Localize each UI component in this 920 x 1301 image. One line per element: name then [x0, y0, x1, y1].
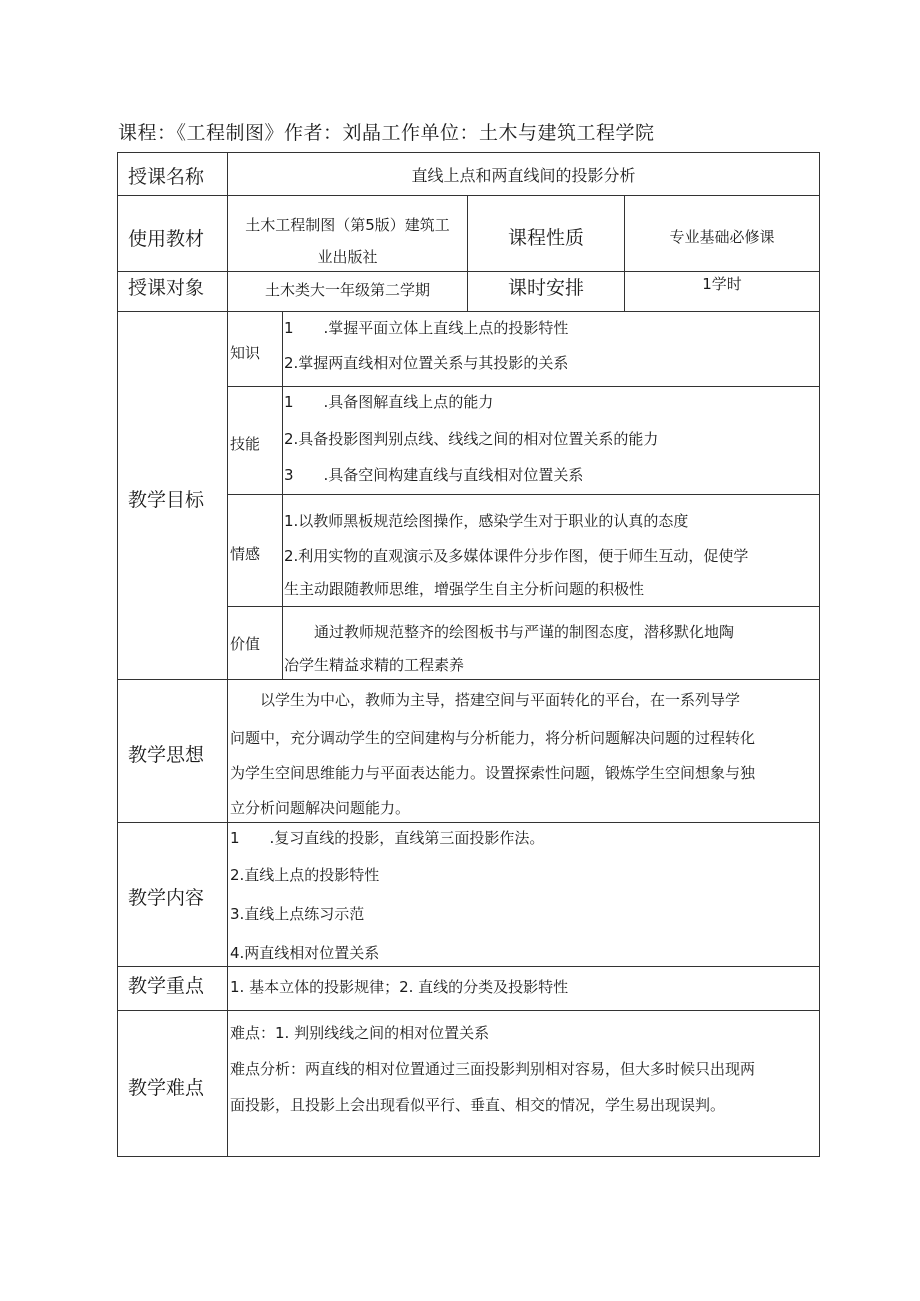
- emotion-item-3: 生主动跟随教师思维，增强学生自主分析问题的积极性: [284, 580, 645, 598]
- textbook-label: 使用教材: [128, 228, 205, 250]
- difficulties-line-3: 面投影，且投影上会出现看似平行、垂直、相交的情况，学生易出现误判。: [230, 1096, 726, 1114]
- emotion-item-2: 2.利用实物的直观演示及多媒体课件分步作图，便于师生互动，促使学: [284, 547, 749, 565]
- value-label: 价值: [230, 635, 261, 653]
- skills-item-1: 1 .具备图解直线上点的能力: [284, 393, 494, 411]
- skills-label: 技能: [230, 435, 261, 453]
- difficulties-label: 教学难点: [128, 1077, 205, 1099]
- skills-item-3: 3 .具备空间构建直线与直线相对位置关系: [284, 466, 584, 484]
- emotion-item-1: 1.以教师黑板规范绘图操作，感染学生对于职业的认真的态度: [284, 512, 689, 530]
- textbook-value-line1: 土木工程制图（第5版）建筑工: [245, 216, 450, 234]
- thought-line-3: 为学生空间思维能力与平面表达能力。设置探索性问题，锻炼学生空间想象与独: [230, 764, 756, 782]
- thought-line-1: 以学生为中心，教师为主导，搭建空间与平面转化的平台，在一系列导学: [230, 691, 741, 709]
- knowledge-item-2: 2.掌握两直线相对位置关系与其投影的关系: [284, 354, 569, 372]
- thought-line-4: 立分析问题解决问题能力。: [230, 799, 411, 817]
- content-item-3: 3.直线上点练习示范: [230, 905, 365, 923]
- document-header: 课程：《工程制图》作者：刘晶工作单位：土木与建筑工程学院: [118, 122, 655, 144]
- hours-label: 课时安排: [507, 277, 584, 299]
- difficulties-line-2: 难点分析：两直线的相对位置通过三面投影判别相对容易，但大多时候只出现两: [230, 1060, 756, 1078]
- skills-item-2: 2.具备投影图判别点线、线线之间的相对位置关系的能力: [284, 430, 659, 448]
- objectives-label: 教学目标: [128, 489, 205, 511]
- hours-value: 1学时: [702, 275, 742, 293]
- textbook-value-line2: 业出版社: [317, 248, 378, 266]
- thought-label: 教学思想: [128, 744, 205, 766]
- audience-label: 授课对象: [128, 277, 205, 299]
- thought-line-2: 问题中，充分调动学生的空间建构与分析能力，将分析问题解决问题的过程转化: [230, 729, 756, 747]
- knowledge-label: 知识: [230, 344, 261, 362]
- course-name-value: 直线上点和两直线间的投影分析: [411, 166, 636, 185]
- key-points-value: 1. 基本立体的投影规律；2. 直线的分类及投影特性: [230, 978, 569, 996]
- content-item-2: 2.直线上点的投影特性: [230, 866, 380, 884]
- value-item-1: 通过教师规范整齐的绘图板书与严谨的制图态度，潜移默化地陶: [284, 623, 735, 641]
- course-nature-value: 专业基础必修课: [669, 228, 775, 246]
- value-item-2: 冶学生精益求精的工程素养: [284, 656, 465, 674]
- course-nature-label: 课程性质: [507, 227, 584, 249]
- content-item-1: 1 .复习直线的投影，直线第三面投影作法。: [230, 829, 545, 847]
- audience-value: 土木类大一年级第二学期: [264, 281, 430, 299]
- knowledge-item-1: 1 .掌握平面立体上直线上点的投影特性: [284, 319, 569, 337]
- difficulties-line-1: 难点：1. 判别线线之间的相对位置关系: [230, 1024, 490, 1042]
- emotion-label: 情感: [230, 545, 261, 563]
- content-label: 教学内容: [128, 887, 205, 909]
- key-points-label: 教学重点: [128, 975, 205, 997]
- content-item-4: 4.两直线相对位置关系: [230, 944, 380, 962]
- course-name-label: 授课名称: [128, 166, 205, 188]
